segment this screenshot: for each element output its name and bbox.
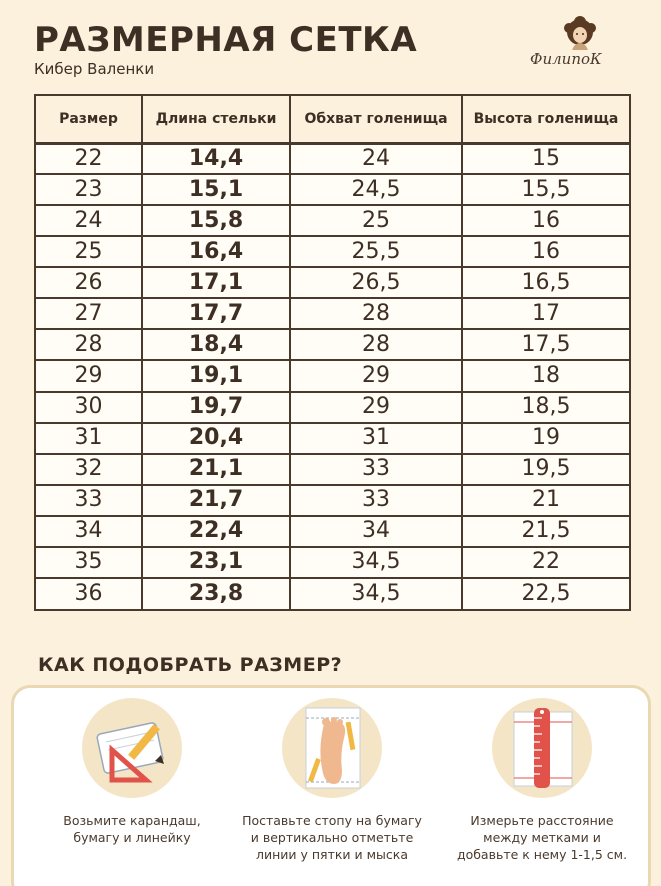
- insole-length-cell: 19,1: [142, 360, 290, 391]
- shaft-girth-cell: 28: [290, 329, 462, 360]
- table-row: [36, 298, 629, 329]
- size-cell: 32: [36, 454, 142, 485]
- insole-length-cell: 21,1: [142, 454, 290, 485]
- shaft-height-cell: 21: [462, 485, 629, 516]
- table-row: [36, 236, 629, 267]
- step-caption-line: и вертикально отметьте: [250, 830, 414, 845]
- insole-length-cell: 21,7: [142, 485, 290, 516]
- shaft-girth-cell: 34,5: [290, 578, 462, 609]
- size-cell: 30: [36, 392, 142, 423]
- step-caption-line: между метками и: [483, 830, 601, 845]
- size-cell: 25: [36, 236, 142, 267]
- insole-length-cell: 23,8: [142, 578, 290, 609]
- size-cell: 36: [36, 578, 142, 609]
- size-cell: 29: [36, 360, 142, 391]
- shaft-girth-cell: 28: [290, 298, 462, 329]
- size-cell: 31: [36, 423, 142, 454]
- shaft-height-cell: 19: [462, 423, 629, 454]
- size-cell: 33: [36, 485, 142, 516]
- ruler-measure-icon: [492, 698, 592, 798]
- size-cell: 28: [36, 329, 142, 360]
- column-header: Высота голенища: [462, 96, 629, 143]
- size-cell: 34: [36, 516, 142, 547]
- step-caption-line: Поставьте стопу на бумагу: [242, 813, 422, 828]
- size-cell: 23: [36, 174, 142, 205]
- foot-on-paper-icon: [282, 698, 382, 798]
- insole-length-cell: 15,8: [142, 205, 290, 236]
- table-row: [36, 205, 629, 236]
- howto-step: [442, 698, 642, 863]
- howto-title: КАК ПОДОБРАТЬ РАЗМЕР?: [38, 654, 343, 676]
- shaft-height-cell: 22: [462, 547, 629, 578]
- table-row: [36, 267, 629, 298]
- insole-length-cell: 16,4: [142, 236, 290, 267]
- page-title: РАЗМЕРНАЯ СЕТКА: [34, 20, 418, 60]
- pencil-paper-ruler-icon: [82, 698, 182, 798]
- table-row: [36, 454, 629, 485]
- shaft-girth-cell: 31: [290, 423, 462, 454]
- shaft-girth-cell: 33: [290, 485, 462, 516]
- step-caption-line: бумагу и линейку: [73, 830, 191, 845]
- shaft-height-cell: 22,5: [521, 580, 571, 606]
- size-cell: 24: [36, 205, 142, 236]
- column-header: Размер: [36, 96, 142, 143]
- table-row: [36, 516, 629, 547]
- shaft-girth-cell: 26,5: [290, 267, 462, 298]
- shaft-height-cell: 16: [462, 205, 629, 236]
- shaft-height-cell: 19,5: [462, 454, 629, 485]
- insole-length-cell: 17,7: [142, 298, 290, 329]
- table-row: [36, 392, 629, 423]
- shaft-girth-cell: 34: [290, 516, 462, 547]
- insole-length-cell: 19,7: [142, 392, 290, 423]
- shaft-girth-cell: 25,5: [290, 236, 462, 267]
- shaft-girth-cell: 25: [290, 205, 462, 236]
- step-caption-line: линии у пятки и мыска: [256, 847, 408, 862]
- table-row: [36, 547, 629, 578]
- insole-length-cell: 23,1: [142, 547, 290, 578]
- shaft-height-cell: 21,5: [462, 516, 629, 547]
- shaft-girth-cell: 34,5: [290, 547, 462, 578]
- table-row: [36, 485, 629, 516]
- size-cell: 35: [36, 547, 142, 578]
- shaft-height-cell: 15: [462, 143, 629, 174]
- column-header: Длина стельки: [142, 96, 290, 143]
- step-caption-line: Возьмите карандаш,: [63, 813, 201, 828]
- insole-length-cell: 18,4: [142, 329, 290, 360]
- shaft-girth-cell: 29: [290, 392, 462, 423]
- table-header-row: [36, 96, 629, 143]
- insole-length-cell: 22,4: [142, 516, 290, 547]
- insole-length-cell: 20,4: [142, 423, 290, 454]
- howto-step: [32, 698, 232, 846]
- shaft-girth-cell: 24,5: [290, 174, 462, 205]
- shaft-height-cell: 18: [462, 360, 629, 391]
- table-row: [36, 174, 629, 205]
- table-row: [36, 360, 629, 391]
- shaft-girth-cell: 33: [290, 454, 462, 485]
- table-row: [36, 578, 629, 609]
- insole-length-cell: 17,1: [142, 267, 290, 298]
- shaft-height-cell: 18,5: [462, 392, 629, 423]
- table-row: [36, 143, 629, 174]
- table-row: [36, 423, 629, 454]
- step-caption-line: добавьте к нему 1-1,5 см.: [456, 847, 628, 862]
- size-table: [34, 94, 631, 611]
- shaft-girth-cell: 29: [290, 360, 462, 391]
- shaft-height-cell: 16,5: [462, 267, 629, 298]
- size-cell: 26: [36, 267, 142, 298]
- howto-step: [232, 698, 432, 863]
- product-subtitle: Кибер Валенки: [34, 60, 155, 78]
- brand-name: ФилипоК: [530, 50, 602, 68]
- table-row: [36, 329, 629, 360]
- shaft-height-cell: 15,5: [462, 174, 629, 205]
- howto-card: [14, 688, 648, 886]
- size-cell: 27: [36, 298, 142, 329]
- shaft-height-cell: 17,5: [462, 329, 629, 360]
- insole-length-cell: 15,1: [142, 174, 290, 205]
- step-caption-line: Измерьте расстояние: [470, 813, 614, 828]
- shaft-height-cell: 17: [462, 298, 629, 329]
- column-header: Обхват голенища: [290, 96, 462, 143]
- shaft-height-cell: 16: [462, 236, 629, 267]
- shaft-girth-cell: 24: [290, 143, 462, 174]
- insole-length-cell: 14,4: [142, 143, 290, 174]
- size-cell: 22: [36, 143, 142, 174]
